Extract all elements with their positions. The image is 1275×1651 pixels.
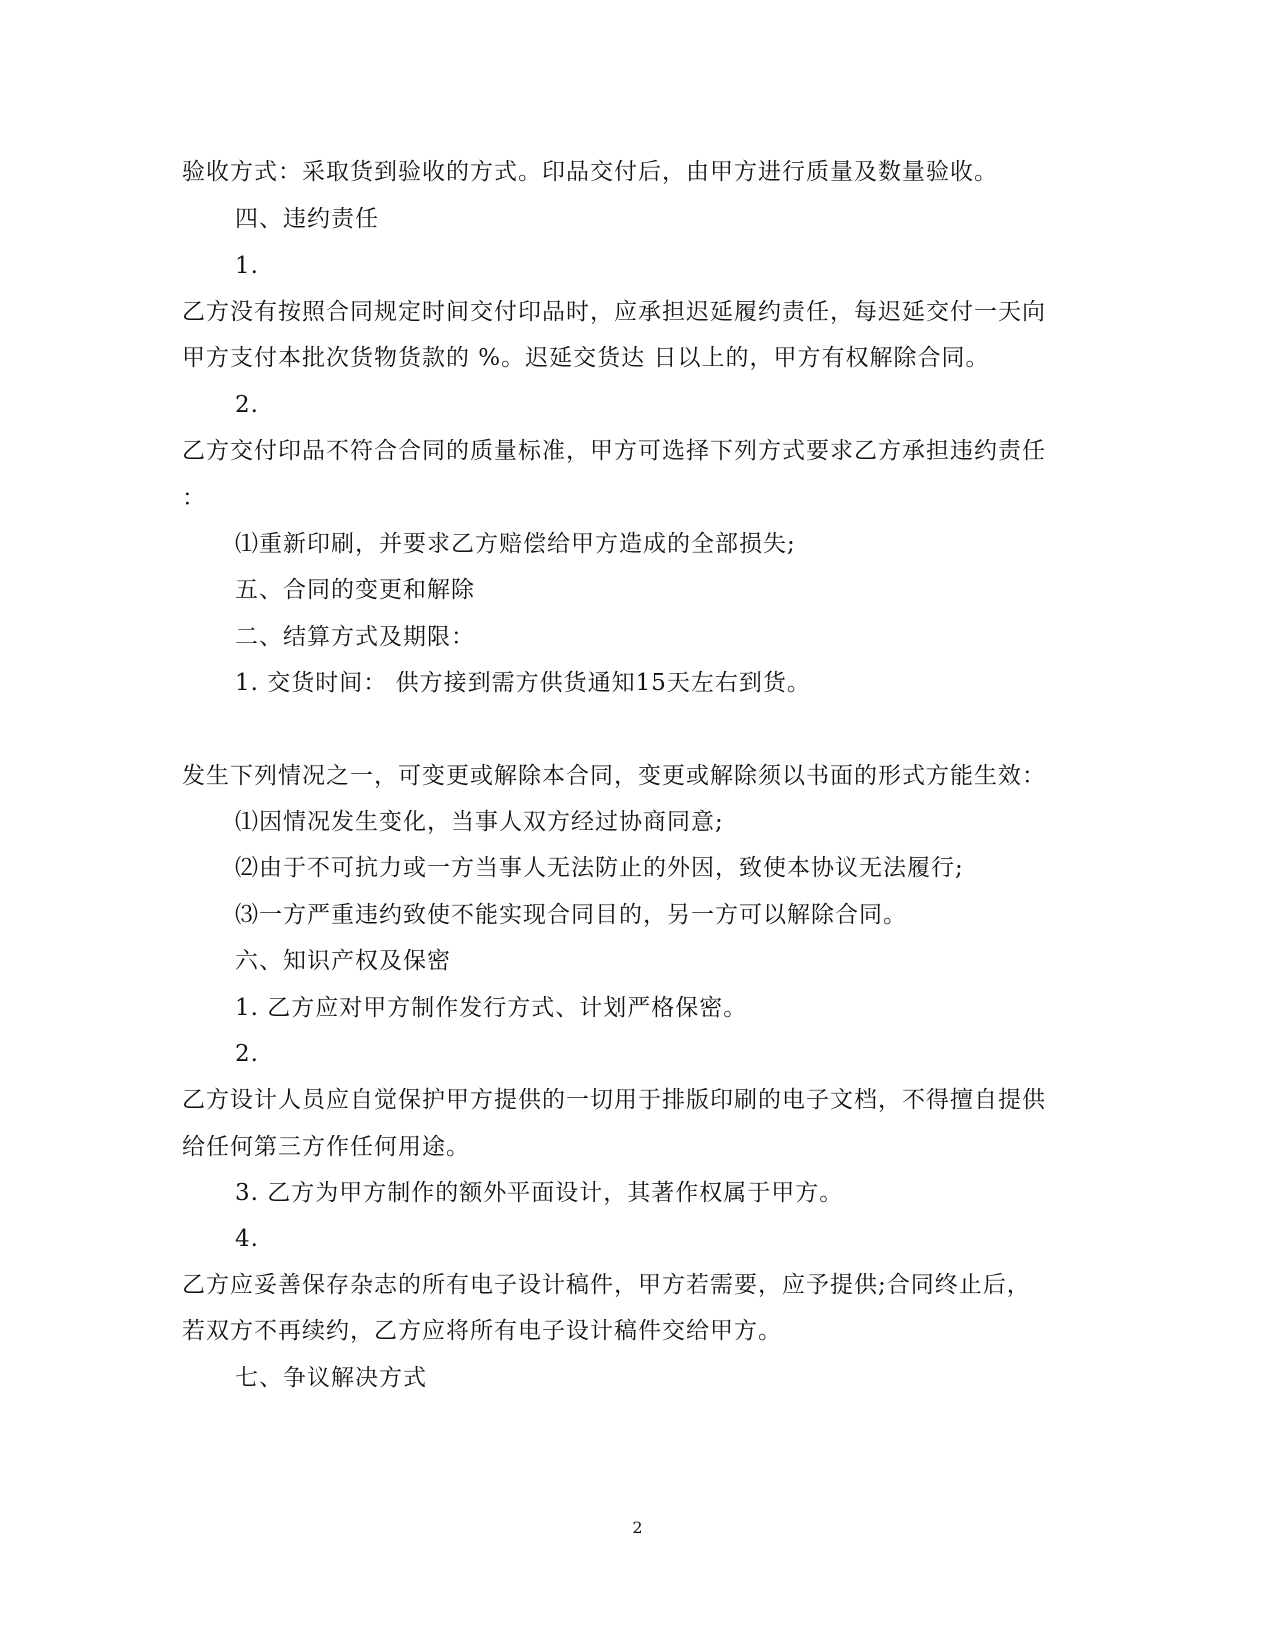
text-line: 若双方不再续约，乙方应将所有电子设计稿件交给甲方。 bbox=[182, 1318, 782, 1344]
text-line: 验收方式：采取货到验收的方式。印品交付后，由甲方进行质量及数量验收。 bbox=[182, 159, 998, 185]
section-heading: 二、结算方式及期限： bbox=[235, 624, 475, 650]
text-line: ： bbox=[182, 485, 206, 511]
list-item: ⑵由于不可抗力或一方当事人无法防止的外因，致使本协议无法履行; bbox=[235, 855, 964, 881]
text-line: 乙方应妥善保存杂志的所有电子设计稿件，甲方若需要，应予提供;合同终止后， bbox=[182, 1272, 1031, 1298]
list-item: 3. 乙方为甲方制作的额外平面设计，其著作权属于甲方。 bbox=[235, 1180, 844, 1206]
text-line: 甲方支付本批次货物货款的 %。迟延交货达 日以上的，甲方有权解除合同。 bbox=[182, 345, 990, 371]
page-number: 2 bbox=[632, 1518, 643, 1537]
list-item: ⑶一方严重违约致使不能实现合同目的，另一方可以解除合同。 bbox=[235, 902, 907, 928]
list-item: ⑴因情况发生变化，当事人双方经过协商同意; bbox=[235, 809, 724, 835]
section-heading: 七、争议解决方式 bbox=[235, 1365, 427, 1391]
section-heading: 六、知识产权及保密 bbox=[235, 948, 451, 974]
clause-number: 2. bbox=[235, 1041, 259, 1067]
text-line: 发生下列情况之一，可变更或解除本合同，变更或解除须以书面的形式方能生效： bbox=[182, 763, 1046, 789]
clause-number: 1. bbox=[235, 253, 259, 279]
text-line: 乙方没有按照合同规定时间交付印品时，应承担迟延履约责任，每迟延交付一天向 bbox=[182, 299, 1046, 325]
clause-number: 2. bbox=[235, 392, 259, 418]
list-item: 1. 交货时间： 供方接到需方供货通知15天左右到货。 bbox=[235, 670, 811, 696]
text-line: 乙方设计人员应自觉保护甲方提供的一切用于排版印刷的电子文档，不得擅自提供 bbox=[182, 1087, 1046, 1113]
text-line: 给任何第三方作任何用途。 bbox=[182, 1134, 470, 1160]
section-heading: 五、合同的变更和解除 bbox=[235, 577, 475, 603]
list-item: ⑴重新印刷，并要求乙方赔偿给甲方造成的全部损失; bbox=[235, 531, 796, 557]
clause-number: 4. bbox=[235, 1226, 259, 1252]
section-heading: 四、违约责任 bbox=[235, 206, 379, 232]
list-item: 1. 乙方应对甲方制作发行方式、计划严格保密。 bbox=[235, 995, 748, 1021]
text-line: 乙方交付印品不符合合同的质量标准，甲方可选择下列方式要求乙方承担违约责任 bbox=[182, 438, 1046, 464]
